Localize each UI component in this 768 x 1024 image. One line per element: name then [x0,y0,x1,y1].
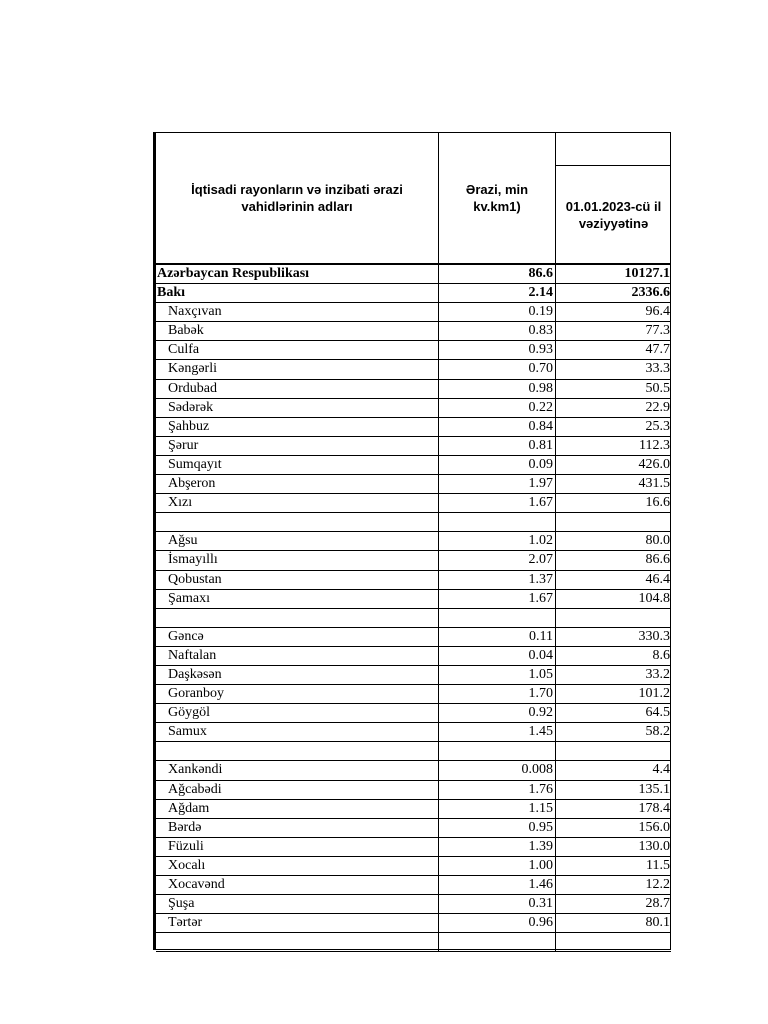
table-row [156,704,671,723]
row-population-cell: 112.3 [639,437,670,453]
table-row [156,857,671,876]
table-row [156,628,671,647]
row-area-cell: 0.70 [439,360,556,378]
row-area-cell: 1.37 [439,571,556,589]
table-row [156,685,671,704]
table-row [156,437,671,456]
row-name-cell: Culfa [156,341,439,359]
row-population-cell: 80.1 [645,915,670,931]
header-population-column: 01.01.2023-cü il vəziyyətinə [565,198,662,231]
row-population-cell: 178.4 [638,800,670,816]
header-population-top-cell [556,133,671,166]
row-area-cell: 1.70 [439,685,556,703]
row-population-cell: 330.3 [638,628,670,644]
row-area-cell: 0.83 [439,322,556,340]
row-name-cell: Göygöl [156,704,439,722]
row-name-cell: Sədərək [156,399,439,417]
table-row [156,380,671,399]
row-name-cell: Gəncə [156,628,439,646]
row-name-cell: Ordubad [156,380,439,398]
row-population-cell: 101.2 [638,686,670,702]
row-population-cell: 33.2 [645,666,670,682]
row-name-cell: Sumqayıt [156,456,439,474]
row-name-cell: Ağsu [156,532,439,550]
row-area-cell: 1.67 [439,590,556,608]
row-name-cell: Naftalan [156,647,439,665]
row-name-cell: Şahbuz [156,418,439,436]
row-area-cell: 1.76 [439,781,556,799]
table-row [156,418,671,437]
table-row [156,360,671,379]
table-row [156,571,671,590]
row-name-cell [156,742,439,760]
row-area-cell [439,609,556,627]
row-area-cell: 0.19 [439,303,556,321]
row-population-cell: 77.3 [645,323,670,339]
row-name-cell: Xızı [156,494,439,512]
table-row [156,781,671,800]
row-area-cell: 2.14 [439,284,556,302]
row-name-cell: Füzuli [156,838,439,856]
row-population-cell: 2336.6 [631,285,670,301]
row-area-cell: 0.92 [439,704,556,722]
row-name-cell: Bərdə [156,819,439,837]
row-area-cell: 0.96 [439,914,556,932]
row-name-cell: Şamaxı [156,590,439,608]
table-row [156,723,671,742]
row-area-cell: 0.09 [439,456,556,474]
row-name-cell: Bakı [156,284,439,302]
row-population-cell: 47.7 [645,342,670,358]
row-area-cell: 0.93 [439,341,556,359]
row-area-cell: 1.00 [439,857,556,875]
row-area-cell: 0.95 [439,819,556,837]
row-name-cell: Qobustan [156,571,439,589]
row-area-cell: 1.46 [439,876,556,894]
row-name-cell: Goranboy [156,685,439,703]
row-area-cell [439,933,556,951]
row-area-cell: 1.67 [439,494,556,512]
row-population-cell: 96.4 [645,304,670,320]
row-name-cell: Azərbaycan Respublikası [156,265,439,283]
table-row [156,303,671,322]
row-name-cell: Samux [156,723,439,741]
table-row [156,838,671,857]
row-population-cell: 8.6 [652,647,670,663]
table-row [156,800,671,819]
row-area-cell: 0.008 [439,761,556,779]
table-row [156,933,671,952]
row-population-cell: 46.4 [645,571,670,587]
row-population-cell: 58.2 [645,724,670,740]
row-population-cell: 11.5 [646,857,670,873]
row-name-cell: İsmayıllı [156,551,439,569]
row-area-cell: 0.31 [439,895,556,913]
row-area-cell: 2.07 [439,551,556,569]
row-name-cell: Kəngərli [156,360,439,378]
row-population-cell: 130.0 [638,838,670,854]
row-name-cell: Şərur [156,437,439,455]
row-area-cell: 1.39 [439,838,556,856]
table-row [156,895,671,914]
row-population-cell: 22.9 [645,399,670,415]
row-population-cell: 25.3 [645,418,670,434]
row-area-cell: 1.05 [439,666,556,684]
row-population-cell: 104.8 [638,590,670,606]
row-population-cell: 431.5 [638,476,670,492]
table-row [156,399,671,418]
row-area-cell: 86.6 [439,265,556,283]
row-area-cell: 0.84 [439,418,556,436]
row-name-cell: Xocalı [156,857,439,875]
table-row [156,456,671,475]
table-row [156,513,671,532]
row-area-cell: 1.97 [439,475,556,493]
row-population-cell [556,513,671,531]
row-population-cell: 135.1 [638,781,670,797]
table-row [156,666,671,685]
row-population-cell: 64.5 [645,705,670,721]
table-row [156,742,671,761]
row-population-cell: 80.0 [645,533,670,549]
table-row [156,475,671,494]
row-population-cell: 16.6 [645,495,670,511]
row-name-cell: Babək [156,322,439,340]
table-row [156,284,671,303]
row-population-cell [556,609,671,627]
row-population-cell [556,933,671,951]
spreadsheet-table [153,132,671,950]
row-name-cell: Ağdam [156,800,439,818]
row-population-cell: 86.6 [645,552,670,568]
row-population-cell: 28.7 [645,896,670,912]
row-area-cell: 0.98 [439,380,556,398]
row-name-cell: Ağcabədi [156,781,439,799]
table-row [156,647,671,666]
table-row [156,876,671,895]
row-population-cell: 50.5 [645,380,670,396]
row-name-cell: Daşkəsən [156,666,439,684]
header-name-column: İqtisadi rayonların və inzibati ərazi vahidlərinin adları [156,133,439,263]
row-name-cell: Şuşa [156,895,439,913]
row-area-cell: 1.02 [439,532,556,550]
row-area-cell [439,513,556,531]
row-population-cell [556,742,671,760]
row-name-cell [156,609,439,627]
row-area-cell: 0.22 [439,399,556,417]
row-area-cell: 0.81 [439,437,556,455]
row-area-cell: 1.45 [439,723,556,741]
row-area-cell [439,742,556,760]
row-name-cell [156,933,439,951]
table-row [156,761,671,780]
table-row [156,590,671,609]
row-area-cell: 1.15 [439,800,556,818]
row-population-cell: 33.3 [645,361,670,377]
row-population-cell: 4.4 [652,762,670,778]
row-area-cell: 0.11 [439,628,556,646]
row-population-cell: 426.0 [638,456,670,472]
row-name-cell: Xocavənd [156,876,439,894]
row-name-cell: Naxçıvan [156,303,439,321]
table-row [156,322,671,341]
header-area-column: Ərazi, min kv.km1) [439,133,556,263]
table-row [156,609,671,628]
table-row [156,819,671,838]
row-population-cell: 10127.1 [624,266,670,281]
row-population-cell: 156.0 [638,819,670,835]
row-name-cell: Abşeron [156,475,439,493]
row-name-cell: Tərtər [156,914,439,932]
table-row [156,532,671,551]
table-row [156,494,671,513]
table-row [156,265,671,284]
row-population-cell: 12.2 [645,877,670,892]
row-area-cell: 0.04 [439,647,556,665]
row-name-cell [156,513,439,531]
row-name-cell: Xankəndi [156,761,439,779]
table-row [156,914,671,933]
table-body [156,263,671,952]
table-row [156,341,671,360]
table-row [156,551,671,570]
